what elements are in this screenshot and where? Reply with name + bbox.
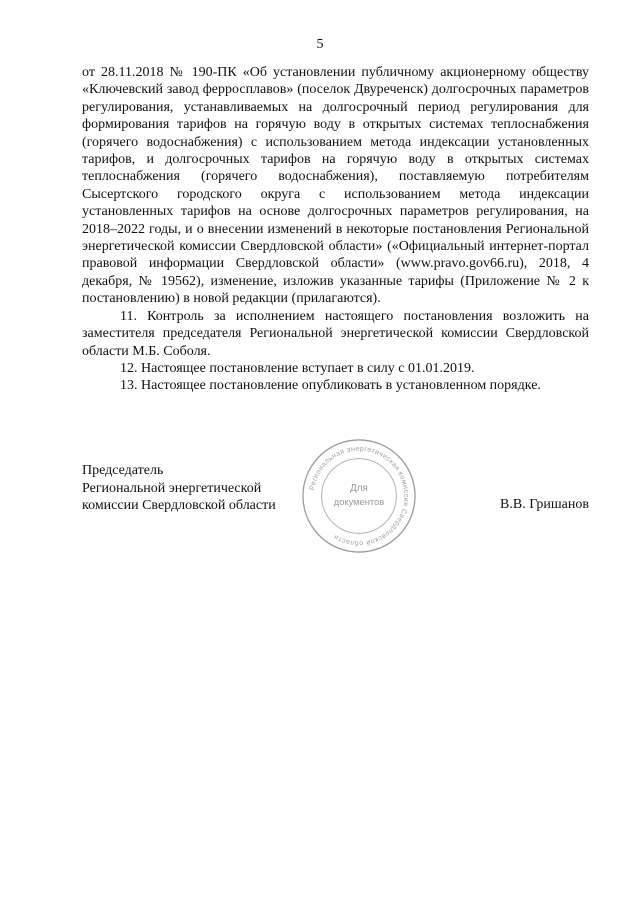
stamp-center-line-1: Для <box>350 483 368 495</box>
official-seal-stamp <box>300 437 418 555</box>
page-number: 5 <box>316 37 324 52</box>
paragraph-item-12: 12. Настоящее постановление вступает в силу с 01.01.2019. <box>120 360 475 376</box>
signatory-title-line-2: Региональной энергетической <box>82 480 262 496</box>
signatory-title-line-3: комиссии Свердловской области <box>82 498 276 513</box>
paragraph-item-13: 13. Настоящее постановление опубликовать в установленном порядке. <box>120 378 541 394</box>
signatory-title-line-1: Председатель <box>82 463 164 478</box>
signatory-name: В.В. Гришанов <box>500 497 589 512</box>
svg-text:Региональная энергетическая ко: Региональная энергетическая комиссия Свердловской области <box>308 444 411 548</box>
stamp-center-line-2: документов <box>333 496 385 507</box>
paragraph-item-11: 11. Контроль за исполнением настоящего постановления возложить на заместителя председателя Региональной энергетической комиссии Свердловской области М.Б. Соболя. <box>82 308 589 359</box>
document-body <box>82 64 589 395</box>
signatory-title <box>82 462 276 515</box>
paragraph-continuation: от 28.11.2018 № 190-ПК «Об установлении публичному акционерному обществу «Ключевский завод ферросплавов» (поселок Двуреченск) долгосрочных параметров регулирования, устанавливаемых на долгосрочный период регулирования для формирования тарифов на горячую воду в открытых системах теплоснабжения (горячего водоснабжения) с использованием метода индексации установленных тарифов, и долгосрочных тарифов на горячую воду в открытых системах теплоснабжения (горячего водоснабжения), поставляемую потребителям Сысертского городского округа с использованием метода индексации установленных тарифов на основе долгосрочных параметров регулирования, на 2018–2022 годы, и о внесении изменений в некоторые постановления Региональной энергетической комиссии Свердловской области» («Официальный интернет-портал правовой информации Свердловской области» (www.pravo.gov66.ru), 2018, 4 декабря, № 19562), изменение, изложив указанные тарифы (Приложение № 2 к постановлению) в новой редакции (прилагаются). <box>82 65 589 307</box>
